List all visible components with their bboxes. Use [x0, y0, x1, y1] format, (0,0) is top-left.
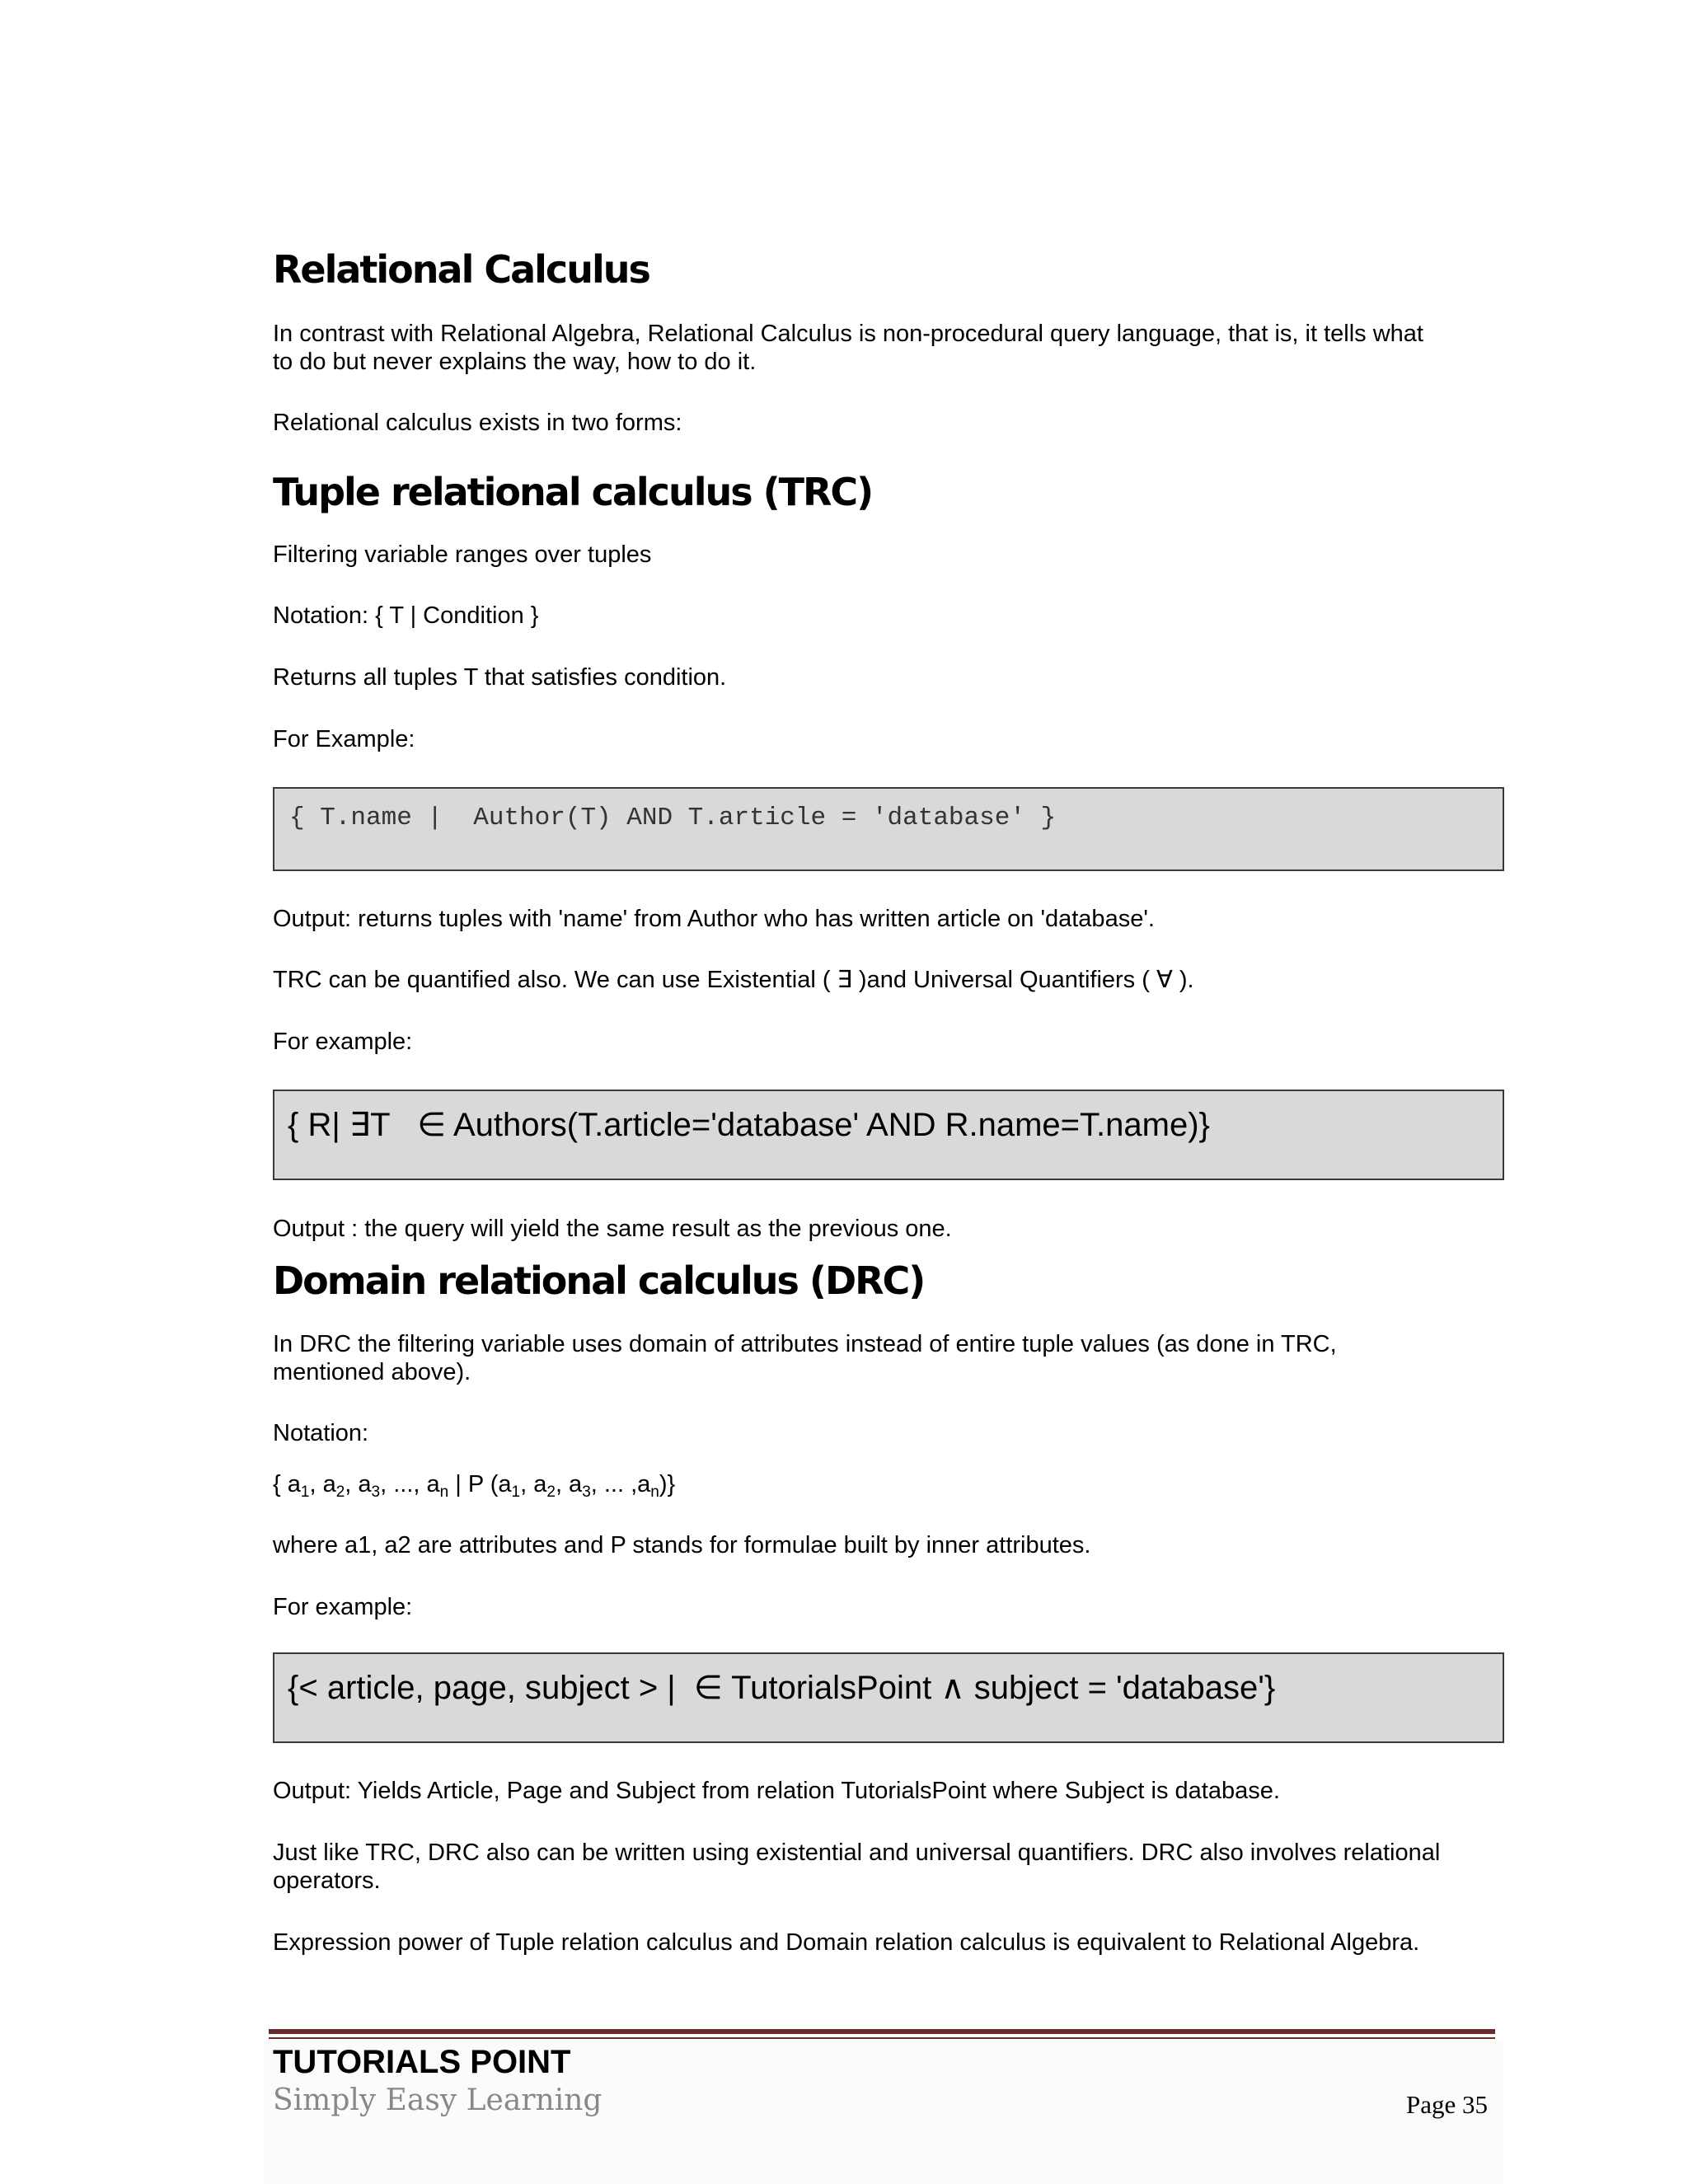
drc-notation-label: Notation:	[273, 1420, 369, 1446]
drc-just-like-line-2: operators.	[273, 1868, 381, 1894]
drc-notation-formula: { $a_1$, $a_2$, $a_3$, ..., $a_n$ | P ($a_1$, $a_2$, $a_3$, ... $,a_n$)}	[273, 1471, 676, 1501]
drc-intro-line-1: In DRC the filtering variable uses domain of attributes instead of entire tuple values (as done in TRC,	[273, 1331, 1337, 1357]
footer-brand: TUTORIALS POINT	[273, 2044, 571, 2080]
drc-just-like-line-1: Just like TRC, DRC also can be written using existential and universal quantifiers. DRC also involves relational	[273, 1840, 1441, 1866]
trc-notation: Notation: { T | Condition }	[273, 602, 539, 629]
trc-output-1: Output: returns tuples with 'name' from Author who has written article on 'database'.	[273, 906, 1155, 932]
trc-code-box-2	[273, 1090, 1504, 1180]
intro-line-1: In contrast with Relational Algebra, Relational Calculus is non-procedural query language, that is, it tells what	[273, 321, 1423, 347]
trc-heading: Tuple relational calculus (TRC)	[273, 470, 873, 514]
trc-code-1: { T.name | Author(T) AND T.article = 'database' }	[289, 804, 1057, 832]
footer-rule-thin	[269, 2037, 1495, 2039]
section-title: Relational Calculus	[273, 247, 649, 292]
drc-expression-power: Expression power of Tuple relation calculus and Domain relation calculus is equivalent to Relational Algebra.	[273, 1929, 1420, 1956]
drc-intro-line-2: mentioned above).	[273, 1359, 471, 1385]
intro-line-2: to do but never explains the way, how to do it.	[273, 349, 757, 375]
intro-forms: Relational calculus exists in two forms:	[273, 410, 682, 436]
page-number: Page 35	[1406, 2090, 1489, 2119]
drc-code-box	[273, 1652, 1504, 1743]
trc-filtering: Filtering variable ranges over tuples	[273, 541, 652, 568]
trc-code-2: { R| ∃T ∈ Authors(T.article='database' AND R.name=T.name)}	[288, 1107, 1210, 1143]
trc-output-2: Output : the query will yield the same result as the previous one.	[273, 1216, 952, 1242]
drc-heading: Domain relational calculus (DRC)	[273, 1258, 925, 1303]
footer-tagline: Simply Easy Learning	[273, 2083, 603, 2117]
trc-example-label: For Example:	[273, 726, 415, 752]
footer-rule	[269, 2029, 1495, 2034]
trc-example-label-2: For example:	[273, 1029, 413, 1055]
drc-output: Output: Yields Article, Page and Subject from relation TutorialsPoint where Subject is database.	[273, 1778, 1280, 1804]
trc-quantified: TRC can be quantified also. We can use Existential ( ∃ )and Universal Quantifiers ( ∀ ).	[273, 967, 1194, 993]
drc-where: where a1, a2 are attributes and P stands for formulae built by inner attributes.	[273, 1532, 1091, 1558]
trc-returns: Returns all tuples T that satisfies condition.	[273, 664, 727, 691]
trc-code-box-1	[273, 787, 1504, 871]
drc-code: {< article, page, subject > | ∈ TutorialsPoint ∧ subject = 'database'}	[288, 1670, 1276, 1706]
drc-example-label: For example:	[273, 1594, 413, 1620]
